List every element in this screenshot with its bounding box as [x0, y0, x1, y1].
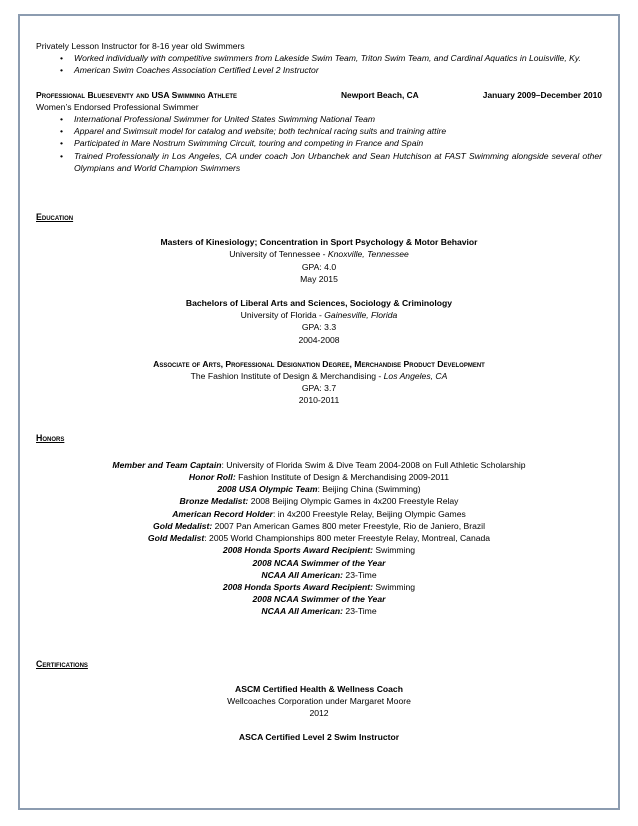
- bullet-text: International Professional Swimmer for United States Swimming National Team: [74, 114, 376, 125]
- job-location: Newport Beach, CA: [341, 89, 419, 100]
- list-item: • Worked individually with competitive swimmers from Lakeside Swim Team, Triton Swim Team, and Cardinal Aquatics in Louisville, Ky.: [60, 53, 581, 64]
- honor-label: 2008 USA Olympic Team: [217, 484, 318, 495]
- honor-text: in 4x200 Freestyle Relay, Beijing Olympic Games: [277, 508, 466, 519]
- resume-page: [36, 40, 602, 744]
- honor-text: University of Florida Swim & Dive Team 2004-2008 on Full Athletic Scholarship: [226, 459, 526, 470]
- list-item: [36, 581, 602, 593]
- list-item: • Participated in Mare Nostrum Swimming Circuit, touring and competing in France and Spain: [60, 138, 424, 149]
- school-name: University of Tennessee -: [229, 249, 328, 260]
- school-name: University of Florida -: [240, 310, 325, 321]
- honor-sep: :: [204, 533, 210, 544]
- degree-title: Bachelors of Liberal Arts and Sciences, Sociology & Criminology: [185, 298, 453, 309]
- degree-block: [36, 236, 602, 285]
- degree-block: [36, 358, 602, 407]
- honor-label: American Record Holder: [172, 508, 273, 519]
- cert-title: ASCA Certified Level 2 Swim Instructor: [238, 732, 400, 743]
- honor-label: Member and Team Captain: [112, 459, 222, 470]
- honor-text: Beijing China (Swimming): [322, 484, 421, 495]
- cert-year: 2012: [309, 708, 329, 719]
- honor-label: 2008 NCAA Swimmer of the Year: [252, 557, 386, 568]
- prior-bullets: [36, 52, 602, 76]
- degree-date: 2010-2011: [298, 395, 340, 406]
- honor-text: 2007 Pan American Games 800 meter Freestyle, Rio de Janiero, Brazil: [214, 520, 485, 531]
- job-bullets: [36, 113, 602, 174]
- list-item: • International Professional Swimmer for United States Swimming National Team: [60, 114, 376, 125]
- cert-title: ASCM Certified Health & Wellness Coach: [235, 683, 403, 694]
- degree-date: May 2015: [300, 273, 338, 284]
- cert-block: [36, 683, 602, 720]
- list-item: • Apparel and Swimsuit model for catalog and website; both technical racing suits and training attire: [60, 126, 447, 137]
- prior-intro: Privately Lesson Instructor for 8-16 year old Swimmers: [36, 41, 245, 51]
- degree-title: Masters of Kinesiology; Concentration in Sport Psychology & Motor Behavior: [160, 237, 478, 248]
- list-item: [36, 557, 602, 569]
- degree-block: [36, 297, 602, 346]
- honor-text: 23-Time: [345, 569, 377, 580]
- honor-label: NCAA All American:: [261, 569, 344, 580]
- honor-sep: :: [317, 484, 323, 495]
- bullet-text: Participated in Mare Nostrum Swimming Circuit, touring and competing in France and Spain: [74, 138, 424, 149]
- cert-org: Wellcoaches Corporation under Margaret Moore: [227, 695, 411, 706]
- bullet-text: American Swim Coaches Association Certified Level 2 Instructor: [74, 65, 319, 76]
- honor-label: 2008 Honda Sports Award Recipient:: [222, 581, 374, 592]
- bullet-text: Worked individually with competitive swimmers from Lakeside Swim Team, Triton Swim Team, and Cardinal Aquatics in Louisville, Ky.: [74, 53, 581, 64]
- honor-text: 23-Time: [345, 606, 377, 617]
- honor-label: 2008 Honda Sports Award Recipient:: [222, 545, 374, 556]
- list-item: [36, 569, 602, 581]
- honor-label: NCAA All American:: [261, 606, 344, 617]
- honor-label: 2008 NCAA Swimmer of the Year: [252, 594, 386, 605]
- school-place: Knoxville, Tennessee: [327, 249, 409, 260]
- list-item: [36, 508, 602, 520]
- bullet-text: Apparel and Swimsuit model for catalog and website; both technical racing suits and training attire: [74, 126, 447, 137]
- degree-school: [36, 248, 602, 260]
- degree-title: Associate of Arts, Professional Designation Degree, Merchandise Product Development: [153, 358, 485, 369]
- list-item: [36, 593, 602, 605]
- degree-school: [36, 309, 602, 321]
- honor-label: Gold Medalist: [147, 533, 205, 544]
- honor-sep: :: [272, 508, 278, 519]
- degree-gpa: GPA: 3.7: [301, 383, 337, 394]
- honor-sep: :: [221, 459, 227, 470]
- school-place: Los Angeles, CA: [383, 371, 448, 382]
- bullet-text: Trained Professionally in Los Angeles, CA under coach Jon Urbanchek and Sean Hutchison at FAST Swimming alongside several other Olympians and World Champion Swimmers: [74, 150, 602, 173]
- job-dates: January 2009–December 2010: [482, 89, 602, 100]
- education-heading: Education: [36, 212, 74, 223]
- honors-list: [36, 459, 602, 618]
- job-org: Professional Blueseventy and USA Swimming Athlete: [36, 89, 237, 100]
- job-role: Women’s Endorsed Professional Swimmer: [36, 101, 199, 112]
- job-header: [36, 89, 602, 101]
- list-item: • American Swim Coaches Association Certified Level 2 Instructor: [60, 65, 319, 76]
- list-item: [36, 544, 602, 556]
- honors-heading: Honors: [36, 432, 65, 443]
- degree-school: [36, 370, 602, 382]
- school-name: The Fashion Institute of Design & Merchandising -: [190, 371, 384, 382]
- list-item: [36, 471, 602, 483]
- degree-date: 2004-2008: [298, 334, 340, 345]
- honor-label: Gold Medalist:: [153, 520, 213, 531]
- school-place: Gainesville, Florida: [324, 310, 398, 321]
- list-item: [36, 495, 602, 507]
- list-item: [36, 605, 602, 617]
- list-item: [36, 483, 602, 495]
- list-item: [36, 532, 602, 544]
- honor-text: Fashion Institute of Design & Merchandising 2009-2011: [238, 472, 450, 483]
- honor-text: Swimming: [375, 545, 416, 556]
- degree-gpa: GPA: 3.3: [301, 322, 337, 333]
- honor-text: 2008 Beijing Olympic Games in 4x200 Freestyle Relay: [250, 496, 459, 507]
- honor-label: Honor Roll:: [188, 472, 236, 483]
- cert-block: [36, 731, 602, 743]
- honor-text: Swimming: [375, 581, 416, 592]
- certifications-heading: Certifications: [36, 658, 88, 669]
- honor-text: 2005 World Championships 800 meter Freestyle Relay, Montreal, Canada: [209, 533, 491, 544]
- list-item: • Trained Professionally in Los Angeles, CA under coach Jon Urbanchek and Sean Hutchison at FAST Swimming alongside several other Olympians and World Champion Swimmers: [60, 150, 602, 173]
- list-item: [36, 459, 602, 471]
- degree-gpa: GPA: 4.0: [301, 261, 337, 272]
- list-item: [36, 520, 602, 532]
- honor-label: Bronze Medalist:: [179, 496, 249, 507]
